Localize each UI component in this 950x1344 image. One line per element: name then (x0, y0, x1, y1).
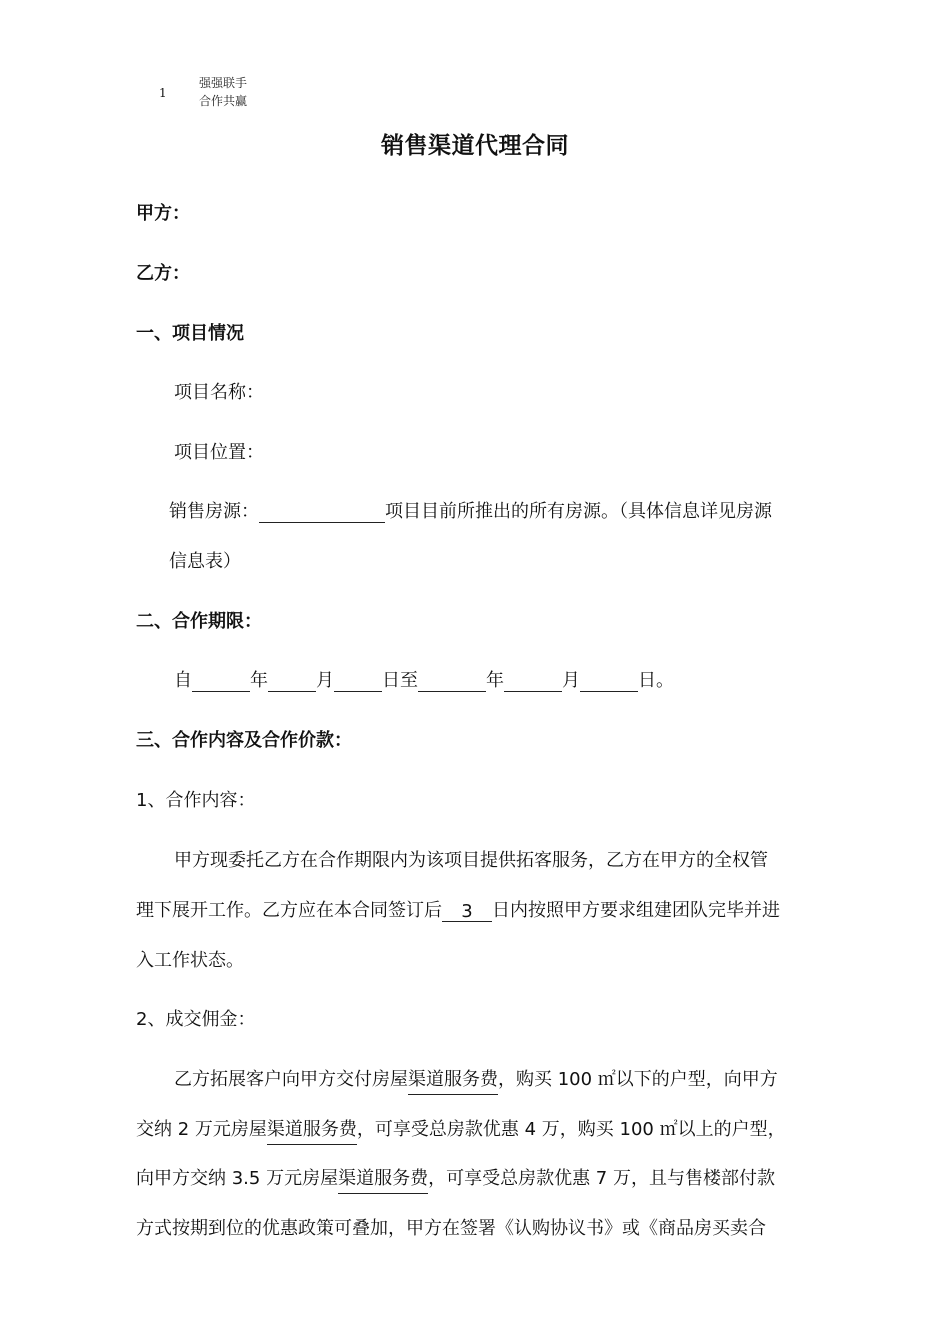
term-from: 自 (174, 670, 192, 691)
commission-text-2b: ，可享受总房款优惠 4 万，购买 100 ㎡以上的户型， (356, 1119, 786, 1140)
commission-text-2a: 交纳 2 万元房屋 (136, 1119, 267, 1140)
term-year2: 年 (486, 670, 504, 691)
contract-title: 销售渠道代理合同 (381, 133, 569, 159)
sales-source-blank (259, 502, 385, 523)
channel-fee-term: 渠道服务费 (338, 1168, 428, 1194)
commission-text-line2 (136, 1115, 786, 1141)
header-slogan-line1: 强强联手 (199, 76, 248, 90)
cooperation-text-line2 (136, 896, 780, 922)
project-location-label: 项目位置： (174, 442, 264, 463)
commission-text-line1 (174, 1065, 778, 1091)
page-number: 1 (159, 86, 167, 100)
party-a-label: 甲方： (136, 203, 190, 224)
end-day-blank (580, 671, 638, 692)
cooperation-text-line1: 甲方现委托乙方在合作期限内为该项目提供拓客服务，乙方在甲方的全权管 (174, 850, 768, 871)
cooperation-text-line3: 入工作状态。 (136, 950, 244, 971)
end-month-blank (504, 671, 562, 692)
cooperation-text-2b: 日内按照甲方要求组建团队完毕并进 (492, 900, 780, 921)
commission-text-3a: 向甲方交纳 3.5 万元房屋 (136, 1168, 339, 1189)
term-day2: 日。 (638, 670, 674, 691)
sales-source-line2: 信息表） (169, 551, 241, 572)
sales-source-label: 销售房源： (169, 501, 259, 522)
commission-text-line3 (136, 1164, 775, 1190)
section1-heading: 一、项目情况 (136, 323, 244, 344)
header-slogan-line2: 合作共赢 (199, 94, 248, 108)
term-month2: 月 (562, 670, 580, 691)
commission-text-line4: 方式按期到位的优惠政策可叠加，甲方在签署《认购协议书》或《商品房买卖合 (136, 1218, 766, 1239)
term-dates-line (174, 666, 674, 692)
section2-heading: 二、合作期限： (136, 611, 262, 632)
cooperation-text-2a: 理下展开工作。乙方应在本合同签订后 (136, 900, 442, 921)
project-name-label: 项目名称： (174, 382, 264, 403)
sales-source-text: 项目目前所推出的所有房源。（具体信息详见房源 (385, 501, 772, 522)
commission-text-1a: 乙方拓展客户向甲方交付房屋 (174, 1069, 408, 1090)
channel-fee-term: 渠道服务费 (408, 1069, 498, 1095)
item1-heading: 1、合作内容： (136, 790, 256, 811)
header-slogan (199, 74, 247, 110)
setup-days-value: 3 (442, 901, 492, 922)
start-month-blank (268, 671, 316, 692)
commission-text-1b: ，购买 100 ㎡以下的户型，向甲方 (498, 1069, 778, 1090)
section3-heading: 三、合作内容及合作价款： (136, 730, 352, 751)
item2-heading: 2、成交佣金： (136, 1009, 256, 1030)
term-month1: 月 (316, 670, 334, 691)
start-year-blank (192, 671, 250, 692)
commission-text-3b: ，可享受总房款优惠 7 万，且与售楼部付款 (428, 1168, 775, 1189)
term-day-to: 日至 (382, 670, 418, 691)
channel-fee-term: 渠道服务费 (267, 1119, 357, 1145)
end-year-blank (418, 671, 486, 692)
start-day-blank (334, 671, 382, 692)
sales-source-line (169, 497, 772, 523)
party-b-label: 乙方： (136, 263, 190, 284)
term-year1: 年 (250, 670, 268, 691)
